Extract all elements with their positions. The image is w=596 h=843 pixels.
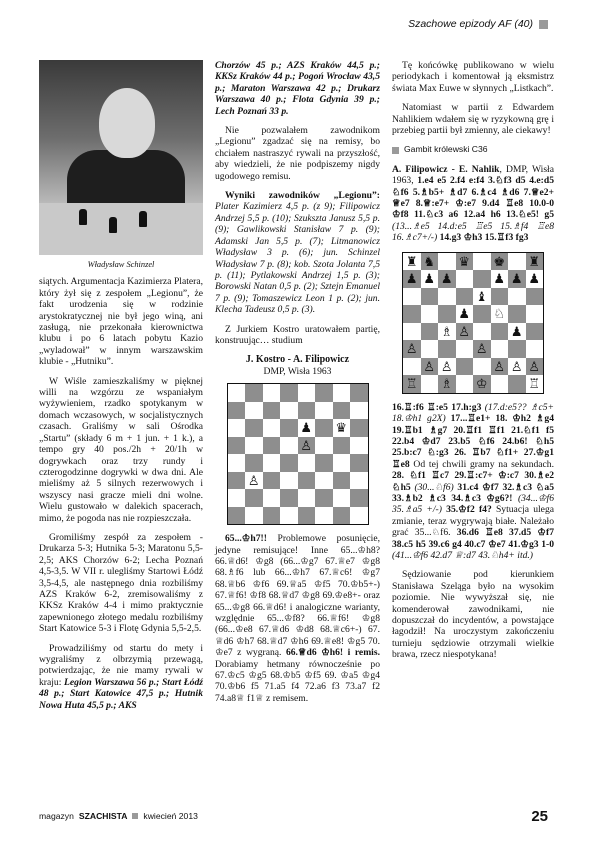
running-header bbox=[408, 18, 548, 30]
board-square bbox=[403, 358, 421, 376]
board-square bbox=[315, 472, 333, 490]
chess-diagram-1 bbox=[227, 383, 369, 525]
chess-piece-icon: ♜ bbox=[403, 253, 421, 271]
board-square bbox=[298, 489, 316, 507]
board-square bbox=[333, 454, 351, 472]
board-square bbox=[421, 288, 439, 306]
board-square bbox=[315, 507, 333, 525]
chess-piece-icon: ♙ bbox=[473, 340, 491, 358]
board-square bbox=[508, 305, 526, 323]
game-title: A. Filipowicz - E. Nahlik bbox=[392, 163, 500, 175]
game-score bbox=[392, 164, 554, 244]
chess-piece-icon: ♟ bbox=[526, 270, 544, 288]
game-score bbox=[392, 402, 554, 562]
opening-label bbox=[392, 144, 554, 155]
footer-square-icon bbox=[132, 813, 138, 819]
game-header: , DMP, Wisła 1963, bbox=[392, 163, 554, 187]
page-number: 25 bbox=[531, 808, 548, 825]
board-square bbox=[228, 419, 246, 437]
annotation-text: Problemowe posunięcie, jedyne remisujące! Inne 65...♔h8? 66.♕d6! ♔g8 (66...♔g7 67.♕e7 ♔g8 68.♗f6 lub 66...♔h7 67.♕c6! ♔g7 68.♕b6 ♔f6 69.♕a5 ♔f5 70.♔b5+-) 67.♕f6! ♔f8 68.♕d7 ♔g8 69.♔e8+- oraz 65...♔g8 66.♕d6! i analogiczne warianty, względnie 65...♔f8? 66.♕f6! ♔g8 (66...♔e8 67.♕d6 ♔d8 68.♕c6+-) 67. ♕d6 ♔h7 68.♕d7 ♔h6 69.♕e8! ♔g5 70. ♔e7 z wygraną. bbox=[215, 533, 380, 659]
chess-piece-icon: ♟ bbox=[403, 270, 421, 288]
photo-caption: Władysław Schinzel bbox=[87, 260, 155, 269]
opening-name: Gambit królewski C36 bbox=[404, 144, 488, 155]
board-square bbox=[350, 507, 368, 525]
paragraph: Sędziowanie pod kierunkiem Stanisława Szeląga było na wysokim poziomie. Nie wywyższał się, nie komenderował zawodnikami, nie dopuszczał do incydentów, a powstające łagodził! Na uroczystym zakończeniu turnieju sędziowie otrzymali wielkie brawa, rzecz niespotykana! bbox=[392, 569, 554, 661]
board-square bbox=[350, 402, 368, 420]
move-text: 16.♖:f6 ♖:e5 17.h:g3 bbox=[392, 401, 482, 413]
paragraph: W Wiśle zamieszkaliśmy w pięknej willi na wzgórzu ze wspaniałym wyżywieniem, rzadko spotykanym w domach wczasowych, w socjalistycznych czasach. Graliśmy w sali Ośrodka „Startu” (składy 6 m + 1 jun. + 1 k.), a tempo gry 40 pos./2h + 20/1h w dogrywkach oraz trzy rundy i czterogodzinne dogrywki w dwa dni. Ale mieliśmy aż 5 silnych rezerwowych i wszyscy nasi gracze mieli dni wolne. Wielu gustowało w dalekich spacerach, mimo, że pogoda nas nie rozpieszczała. bbox=[39, 375, 203, 524]
board-square bbox=[315, 419, 333, 437]
column-1 bbox=[39, 60, 203, 719]
board-square bbox=[438, 340, 456, 358]
chess-piece-icon: ♛ bbox=[456, 253, 474, 271]
board-square bbox=[228, 437, 246, 455]
board-square bbox=[421, 323, 439, 341]
board-square bbox=[508, 253, 526, 271]
board-square bbox=[456, 288, 474, 306]
board-square bbox=[350, 437, 368, 455]
board-square bbox=[473, 270, 491, 288]
board-square bbox=[315, 454, 333, 472]
chess-piece-icon: ♟ bbox=[438, 270, 456, 288]
board-square bbox=[245, 437, 263, 455]
chess-piece-icon: ♞ bbox=[421, 253, 439, 271]
board-square bbox=[421, 340, 439, 358]
board-square bbox=[421, 305, 439, 323]
column-3 bbox=[392, 60, 554, 669]
chess-diagram-2 bbox=[402, 252, 544, 394]
board-square bbox=[263, 437, 281, 455]
board-square bbox=[245, 419, 263, 437]
photo-piece-icon bbox=[139, 211, 147, 227]
board-square bbox=[280, 472, 298, 490]
board-square bbox=[263, 419, 281, 437]
board-square bbox=[333, 507, 351, 525]
annotation-text: Od tej chwili gramy na sekundach. bbox=[409, 458, 554, 470]
board-square bbox=[491, 375, 509, 393]
chess-piece-icon: ♟ bbox=[298, 419, 316, 437]
board-square bbox=[245, 507, 263, 525]
board-square bbox=[526, 305, 544, 323]
board-square bbox=[456, 358, 474, 376]
board-square bbox=[228, 472, 246, 490]
chess-piece-icon: ♗ bbox=[438, 323, 456, 341]
board-square bbox=[508, 375, 526, 393]
photo-face-shape bbox=[99, 88, 155, 158]
move-text: 31.c4 ♔f7 32.♗c3 ♘a5 33.♗b2 ♗c3 34.♗c3 ♔g6?! bbox=[392, 481, 554, 504]
footer-magazine: magazyn bbox=[39, 811, 74, 821]
board-square bbox=[491, 340, 509, 358]
column-2 bbox=[215, 60, 380, 712]
player-photo bbox=[39, 60, 203, 255]
board-square bbox=[228, 402, 246, 420]
section-title: Szachowe epizody AF (40) bbox=[408, 18, 533, 30]
board-square bbox=[333, 489, 351, 507]
board-square bbox=[421, 375, 439, 393]
annotation-text: (30...♘f6) bbox=[410, 481, 458, 493]
board-square bbox=[263, 472, 281, 490]
annotation-text: (41...♔f6 42.d7 ♕:d7 43.♘h4+ itd.) bbox=[392, 549, 533, 561]
board-square bbox=[298, 402, 316, 420]
board-square bbox=[280, 507, 298, 525]
board-square bbox=[491, 288, 509, 306]
board-square bbox=[438, 305, 456, 323]
board-square bbox=[280, 489, 298, 507]
board-square bbox=[456, 340, 474, 358]
paragraph bbox=[39, 643, 203, 711]
board-square bbox=[473, 305, 491, 323]
chess-piece-icon: ♟ bbox=[421, 270, 439, 288]
move-text: 28. ♘f1 ♖c7 29.♖:c7+ ♔:c7 30.♗e2 ♘h5 bbox=[392, 470, 554, 493]
photo-piece-icon bbox=[79, 209, 87, 225]
board-square bbox=[456, 270, 474, 288]
annotation-text: (17.d:e5?? ♗c5+ 18.♔h1 g2X) bbox=[392, 401, 554, 425]
chess-piece-icon: ♝ bbox=[473, 288, 491, 306]
chess-piece-icon: ♖ bbox=[526, 375, 544, 393]
chess-piece-icon: ♘ bbox=[491, 305, 509, 323]
chess-piece-icon: ♗ bbox=[438, 375, 456, 393]
paragraph: Nie pozwalałem zawodnikom „Legionu” zgadzać się na remisy, bo chciałem nastraszyć rywali na przyszłość, aby wiedzieli, że nie podpiszemy nigdy ugodowego remisu. bbox=[215, 125, 380, 182]
board-square bbox=[350, 472, 368, 490]
annotation-text: (34...♔f6 35.♗a5 +/-) bbox=[392, 492, 554, 516]
footer-issue: kwiecień 2013 bbox=[143, 811, 198, 821]
board-square bbox=[280, 437, 298, 455]
board-square bbox=[228, 454, 246, 472]
board-square bbox=[245, 402, 263, 420]
board-square bbox=[350, 384, 368, 402]
standings-text: Legion Warszawa 56 p.; Start Łódź 48 p.; Start Katowice 47,5 p.; Hutnik Nowa Huta 45,5 p.; AKS bbox=[39, 676, 203, 711]
chess-piece-icon: ♚ bbox=[491, 253, 509, 271]
paragraph: siątych. Argumentacja Kazimierza Platera, który żył się z zespołem „Legionu”, że fakt urodzenia się w rodzinie arystokratycznej nie był jego winą, ani zasługą, nie przekonała kierownictwa klubu i po 6 latach pobytu Kazio „wyladował” w innym warszawskim klubie - „Hutniku”. bbox=[39, 276, 203, 368]
photo-board-shape bbox=[39, 203, 203, 255]
paragraph: Tę końcówkę publikowano w wielu periodykach i komentował ją eksmistrz świata Max Euwe w słynnych „Listkach”. bbox=[392, 60, 554, 94]
board-square bbox=[456, 375, 474, 393]
board-square bbox=[298, 507, 316, 525]
board-square bbox=[526, 323, 544, 341]
chess-piece-icon: ♟ bbox=[456, 305, 474, 323]
move-text: 17...♖e1+ 18. ♔h2 ♗g4 19.♖b1 ♗g7 20.♖f1 ♖f1 21.♘f1 f5 22.b4 ♔d7 23.b5 ♘f6 24.b6! ♘h5 25.b:c7 ♘:g3 26. ♖b7 ♘f1+ 27.♔g1 ♖e8 bbox=[392, 413, 555, 470]
board-square bbox=[228, 384, 246, 402]
game-subtitle: DMP, Wisła 1963 bbox=[263, 365, 332, 377]
board-square bbox=[526, 340, 544, 358]
board-square bbox=[263, 384, 281, 402]
chess-piece-icon: ♟ bbox=[508, 270, 526, 288]
board-square bbox=[333, 402, 351, 420]
page-footer bbox=[39, 811, 198, 821]
board-square bbox=[473, 323, 491, 341]
opening-square-icon bbox=[392, 147, 399, 154]
chess-piece-icon: ♙ bbox=[526, 358, 544, 376]
move-text: 66.♕d6 ♔h6! i remis. bbox=[285, 647, 380, 659]
paragraph: Gromiliśmy zespół za zespołem - Drukarza 5-3; Hutnika 5-3; Maratonu 5,5-2,5; AKS Chorzów 6-2; Lecha Poznań 4,5-3,5. W VII r. ulegliśmy Startowi Łódź 3,5-4,5, ale następnego dnia rozbiliśmy AZS Kraków 6-2, zremisowaliśmy z KKSz Kraków 4-4 i mimo praktycznie zapewnionego złotego medalu rozbiliśmy Start Katowice 5-3 i Flotę Gdynia 5,5-2,5. bbox=[39, 531, 203, 635]
chess-piece-icon: ♙ bbox=[403, 340, 421, 358]
board-square bbox=[263, 507, 281, 525]
chess-piece-icon: ♖ bbox=[403, 375, 421, 393]
paragraph bbox=[215, 533, 380, 704]
board-square bbox=[491, 323, 509, 341]
annotation-text: Dorabiamy hetmany równocześnie po 67.♔c5 ♔g5 68.♔b5 ♔f5 69. ♔a5 ♔g4 70.♔b6 f5 71.a5 f4 72.a6 f3 73.a7 f2 74.a8♕ f1♕ z remisem. bbox=[215, 658, 380, 704]
paragraph bbox=[215, 190, 380, 315]
move-text: 36.d6 ♖e8 37.d5 ♔f7 38.c5 h5 39.c6 g4 40.c7 ♔e7 41.♔g3 1-0 bbox=[392, 527, 554, 550]
board-square bbox=[350, 489, 368, 507]
photo-body-shape bbox=[67, 150, 185, 210]
chess-piece-icon: ♙ bbox=[456, 323, 474, 341]
board-square bbox=[473, 253, 491, 271]
board-square bbox=[315, 489, 333, 507]
board-square bbox=[315, 402, 333, 420]
chess-piece-icon: ♔ bbox=[473, 375, 491, 393]
board-square bbox=[263, 489, 281, 507]
chess-piece-icon: ♟ bbox=[508, 323, 526, 341]
board-square bbox=[403, 323, 421, 341]
photo-piece-icon bbox=[109, 217, 117, 233]
board-square bbox=[280, 454, 298, 472]
chess-piece-icon: ♙ bbox=[245, 472, 263, 490]
board-square bbox=[333, 437, 351, 455]
chess-piece-icon: ♛ bbox=[333, 419, 351, 437]
board-square bbox=[298, 384, 316, 402]
standings-text: Chorzów 45 p.; AZS Kraków 44,5 p.; KKSz Kraków 44 p.; Pogoń Wrocław 43,5 p.; Maraton Warszawa 42 p.; Drukarz Warszawa 40 p.; Flota Gdynia 39 p.; Lech Poznań 33 p. bbox=[215, 60, 380, 117]
board-square bbox=[245, 454, 263, 472]
board-square bbox=[333, 384, 351, 402]
move-text: 35.♔f2 f4? bbox=[446, 504, 492, 516]
game-title: J. Kostro - A. Filipowicz bbox=[245, 354, 350, 366]
board-square bbox=[280, 419, 298, 437]
move-text: 1.e4 e5 2.f4 e:f4 3.♘f3 d5 4.e:d5 ♘f6 5.♗b5+ ♗d7 6.♗c4 ♗d6 7.♕e2+ ♕e7 8.♕:e7+ ♔:e7 9.d4 ♖e8 10.0-0 ♔f8 11.♘c3 a6 12.a4 h6 13.♘e5! g5 bbox=[392, 175, 555, 221]
board-square bbox=[333, 472, 351, 490]
chess-piece-icon: ♙ bbox=[508, 358, 526, 376]
board-square bbox=[298, 472, 316, 490]
results-heading: Wyniki zawodników „Legionu”: bbox=[225, 190, 380, 202]
paragraph: Natomiast w partii z Edwardem Nahlikiem wdałem się w ryzykowną grę i przebieg partii był zmienny, ale ciekawy! bbox=[392, 102, 554, 137]
board-square bbox=[245, 489, 263, 507]
board-square bbox=[280, 402, 298, 420]
chess-piece-icon: ♙ bbox=[438, 358, 456, 376]
annotation-text: (13...♗e5 14.d:e5 ♖e5 15.♗f4 ♖e8 16.♗c7+/-) bbox=[392, 220, 554, 244]
move-text: 14.g3 ♔h3 15.♖f3 fg3 bbox=[439, 232, 529, 244]
board-square bbox=[438, 253, 456, 271]
board-square bbox=[228, 507, 246, 525]
board-square bbox=[280, 384, 298, 402]
board-square bbox=[315, 384, 333, 402]
results-list: Plater Kazimierz 4,5 p. (z 9); Filipowicz Andrzej 5,5 p. (10); Szukszta Janusz 5,5 p. (9); Gawlikowski Stanisław 7 p. (9); Adamski Jan 5,5 p. (7); Litmanowicz Władysław 3 p. (6); jun. Schinzel Władysław 7 p. (8); kob. Szota Jolanta 7,5 p. (11); Pytlakowski Andrzej 1,5 p. (3); Borowski Natan 0,5 p. (2); Sztejn Emanuel 7 p. (9); Tomaszewicz Leon 1 p. (2); jun. Klecha Tadeusz 0,5 p. (3). bbox=[215, 201, 380, 316]
board-square bbox=[508, 340, 526, 358]
chess-piece-icon: ♙ bbox=[421, 358, 439, 376]
chess-piece-icon: ♙ bbox=[298, 437, 316, 455]
board-square bbox=[263, 454, 281, 472]
board-square bbox=[403, 305, 421, 323]
footer-brand: SZACHISTA bbox=[78, 811, 128, 821]
board-square bbox=[245, 384, 263, 402]
annotation-text: Sytuacja ulega zmianie, teraz wygrywają białe. Należało grać 35...♘f6. bbox=[392, 504, 554, 539]
board-square bbox=[315, 437, 333, 455]
board-square bbox=[350, 419, 368, 437]
move-text: 65...♔h7!! bbox=[225, 533, 267, 545]
board-square bbox=[473, 358, 491, 376]
board-square bbox=[508, 288, 526, 306]
board-square bbox=[228, 489, 246, 507]
paragraph-text: Prowadziliśmy od startu do mety i wygraliśmy z olbrzymią przewagą, potwierdzając, że nie mamy rywali w kraju: bbox=[39, 642, 203, 688]
board-square bbox=[350, 454, 368, 472]
paragraph: Z Jurkiem Kostro uratowałem partię, konstruując… studium bbox=[215, 323, 380, 346]
board-square bbox=[263, 402, 281, 420]
header-square-icon bbox=[539, 20, 548, 29]
chess-piece-icon: ♙ bbox=[491, 358, 509, 376]
board-square bbox=[298, 454, 316, 472]
board-square bbox=[403, 288, 421, 306]
board-square bbox=[526, 288, 544, 306]
board-square bbox=[438, 288, 456, 306]
chess-piece-icon: ♜ bbox=[526, 253, 544, 271]
chess-piece-icon: ♟ bbox=[491, 270, 509, 288]
